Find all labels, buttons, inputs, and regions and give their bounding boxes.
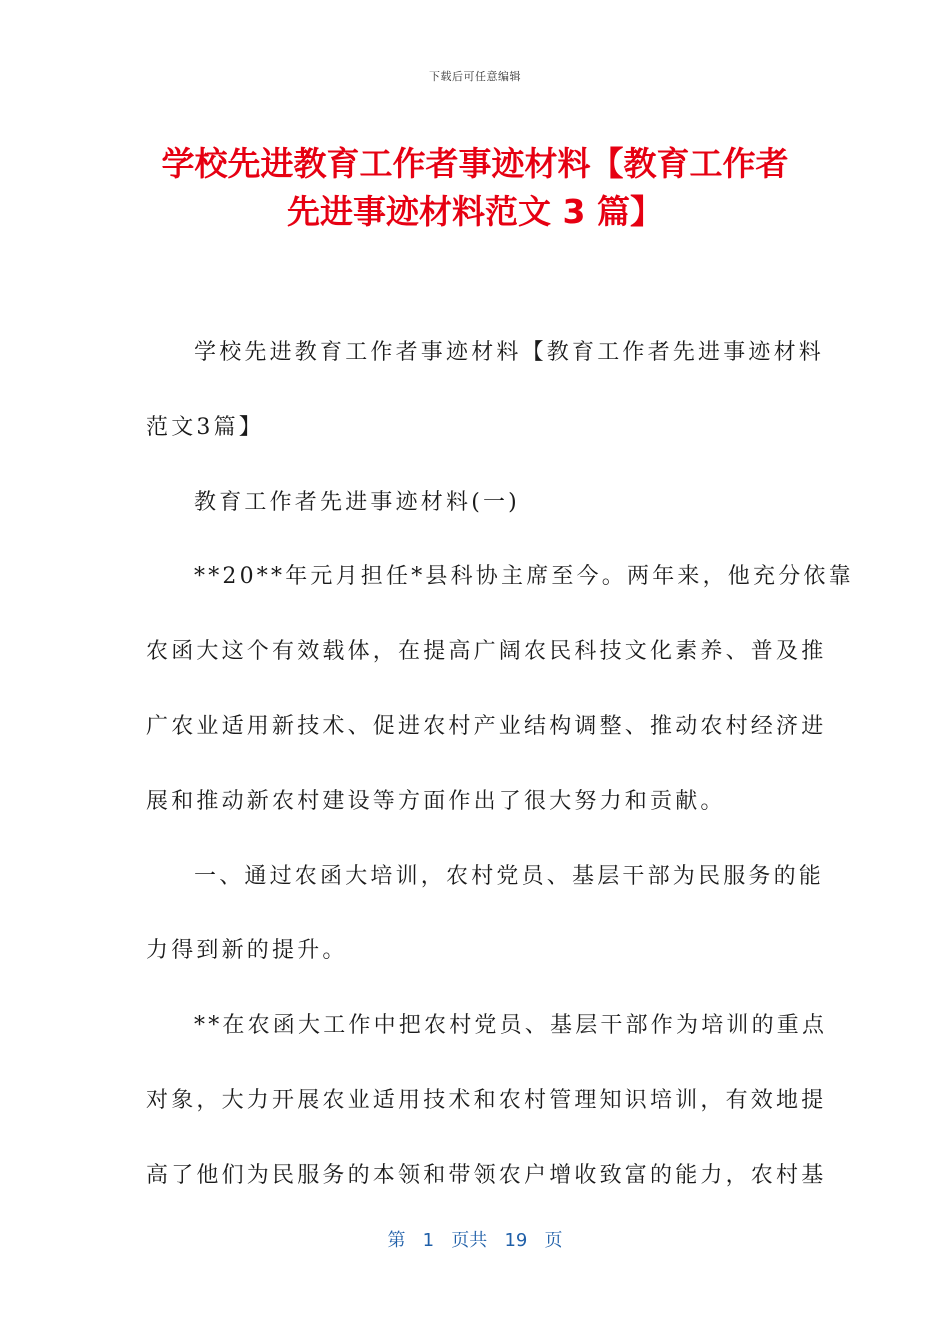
current-page-number: 1 [422, 1230, 435, 1251]
paragraph-line: **20**年元月担任*县科协主席至今。两年来，他充分依靠 [194, 564, 854, 590]
page-footer [0, 1226, 950, 1252]
paragraph-line: 力得到新的提升。 [146, 938, 348, 964]
total-pages-number: 19 [504, 1230, 528, 1251]
paragraph-line: 一、通过农函大培训，农村党员、基层干部为民服务的能 [194, 863, 825, 889]
document-title [120, 140, 830, 236]
paragraph-line: 范文3篇】 [146, 414, 264, 440]
paragraph-line: 高了他们为民服务的本领和带领农户增收致富的能力，农村基 [146, 1162, 827, 1188]
header-note: 下载后可任意编辑 [429, 70, 521, 83]
document-body [146, 316, 854, 1214]
title-line-1: 学校先进教育工作者事迹材料【教育工作者 [161, 144, 789, 183]
paragraph-line: **在农函大工作中把农村党员、基层干部作为培训的重点 [194, 1013, 828, 1039]
paragraph-line: 农函大这个有效载体，在提高广阔农民科技文化素养、普及推 [146, 639, 827, 665]
title-line-2: 先进事迹材料范文 3 篇】 [287, 192, 663, 231]
footer-middle: 页共 [451, 1230, 488, 1251]
paragraph-line: 对象，大力开展农业适用技术和农村管理知识培训，有效地提 [146, 1087, 827, 1113]
section-heading: 教育工作者先进事迹材料(一) [194, 489, 520, 515]
paragraph-line: 学校先进教育工作者事迹材料【教育工作者先进事迹材料 [194, 340, 825, 365]
paragraph-line: 广农业适用新技术、促进农村产业结构调整、推动农村经济进 [146, 713, 827, 739]
footer-prefix: 第 [387, 1230, 406, 1251]
footer-suffix: 页 [544, 1230, 563, 1251]
paragraph-line: 展和推动新农村建设等方面作出了很大努力和贡献。 [146, 788, 726, 814]
